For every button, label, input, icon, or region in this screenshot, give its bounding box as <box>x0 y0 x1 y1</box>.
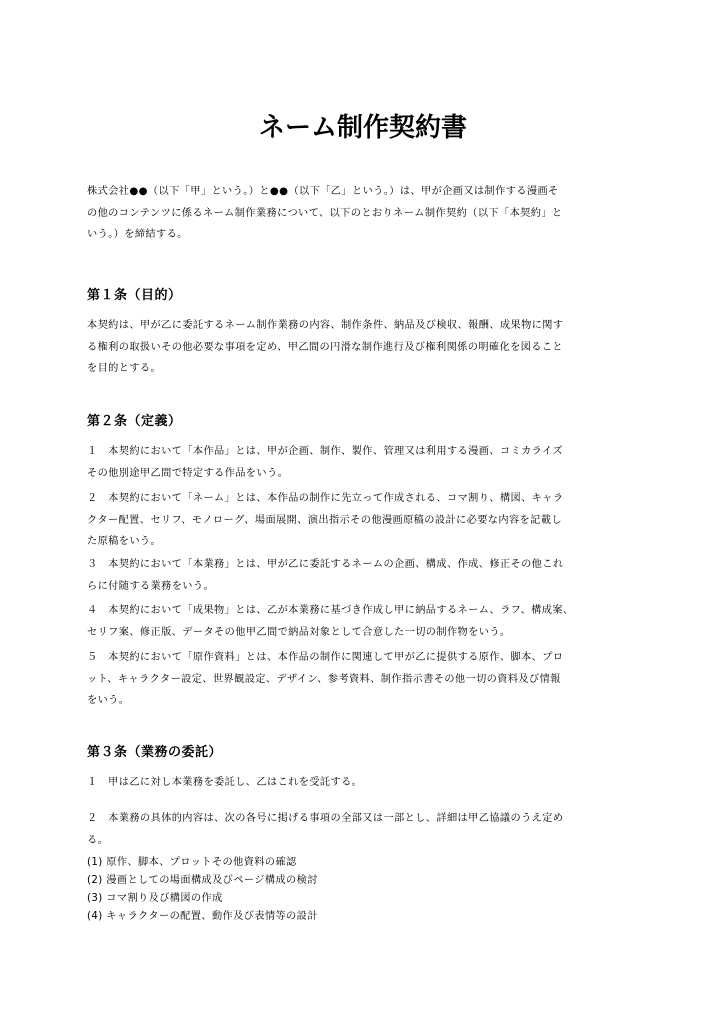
text-line: セリフ案、修正版、データその他甲乙間で納品対象として合意した一切の制作物をいう。 <box>87 626 511 638</box>
text-line: クター配置、セリフ、モノローグ、場面展開、演出指示その他漫画原稿の設計に必要な内容を記載し <box>87 514 562 526</box>
text-line: 本契約は、甲が乙に委託するネーム制作業務の内容、制作条件、納品及び検収、報酬、成果物に関す <box>87 320 564 331</box>
document-title: ネーム制作契約書 <box>258 113 467 143</box>
text-line: ット、キャラクター設定、世界観設定、デザイン、参考資料、制作指示書その他一切の資料及び情報 <box>87 673 561 685</box>
preamble-paragraph <box>87 181 639 246</box>
text-line: た原稿をいう。 <box>87 536 162 547</box>
text-line: をいう。 <box>87 695 130 706</box>
text-line: ３ 本契約において「本業務」とは、甲が乙に委託するネームの企画、構成、作成、修正その他これ <box>87 559 564 570</box>
list-item: (4) キャラクターの配置、動作及び表情等の設計 <box>87 911 318 922</box>
article-2-heading: 第２条（定義） <box>87 414 182 429</box>
text-line: ５ 本契約において「原作資料」とは、本作品の制作に関連して甲が乙に提供する原作、脚本、プロ <box>87 652 564 663</box>
text-line: ４ 本契約において「成果物」とは、乙が本業務に基づき作成し甲に納品するネーム、ラフ、構成案、 <box>87 605 574 616</box>
text-line: ２ 本業務の具体的内容は、次の各号に掲げる事項の全部又は一部とし、詳細は甲乙協議のうえ定め <box>87 813 564 824</box>
article-3-item-2 <box>87 808 639 851</box>
article-2-item-3 <box>87 554 639 597</box>
article-3-item-1 <box>87 772 639 794</box>
text-line: を目的とする。 <box>87 363 162 374</box>
article-2-item-2 <box>87 488 639 553</box>
text-line: の他のコンテンツに係るネーム制作業務について、以下のとおりネーム制作契約（以下「本契約」と <box>87 207 563 219</box>
text-line: いう。）を締結する。 <box>87 229 188 240</box>
list-item: (2) 漫画としての場面構成及びページ構成の検討 <box>87 875 318 886</box>
text-line: る権利の取扱いその他必要な事項を定め、甲乙間の円滑な制作進行及び権利関係の明確化を図ること <box>87 341 564 353</box>
list-item: (3) コマ割り及び構図の作成 <box>87 893 223 904</box>
article-1-heading: 第１条（目的） <box>87 288 182 303</box>
text-line: る。 <box>87 834 109 846</box>
article-2-item-4 <box>87 600 639 643</box>
text-line: １ 本契約において「本作品」とは、甲が企画、制作、製作、管理又は利用する漫画、コミカライズ <box>87 446 564 457</box>
text-line: らに付随する業務をいう。 <box>87 580 215 592</box>
article-1-body <box>87 315 639 380</box>
article-3-sublist <box>87 854 639 926</box>
text-line: 株式会社●●（以下「甲」という。）と●●（以下「乙」という。）は、甲が企画又は制作する漫画そ <box>87 186 559 197</box>
text-line: その他別途甲乙間で特定する作品をいう。 <box>87 467 289 479</box>
article-2-item-5 <box>87 647 639 712</box>
article-3-heading: 第３条（業務の委託） <box>87 745 223 760</box>
text-line: １ 甲は乙に対し本業務を委託し、乙はこれを受託する。 <box>87 777 363 788</box>
text-line: ２ 本契約において「ネーム」とは、本作品の制作に先立って作成される、コマ割り、構図、キャラ <box>87 493 564 504</box>
list-item: (1) 原作、脚本、プロットその他資料の確認 <box>87 857 297 868</box>
article-2-item-1 <box>87 441 639 484</box>
